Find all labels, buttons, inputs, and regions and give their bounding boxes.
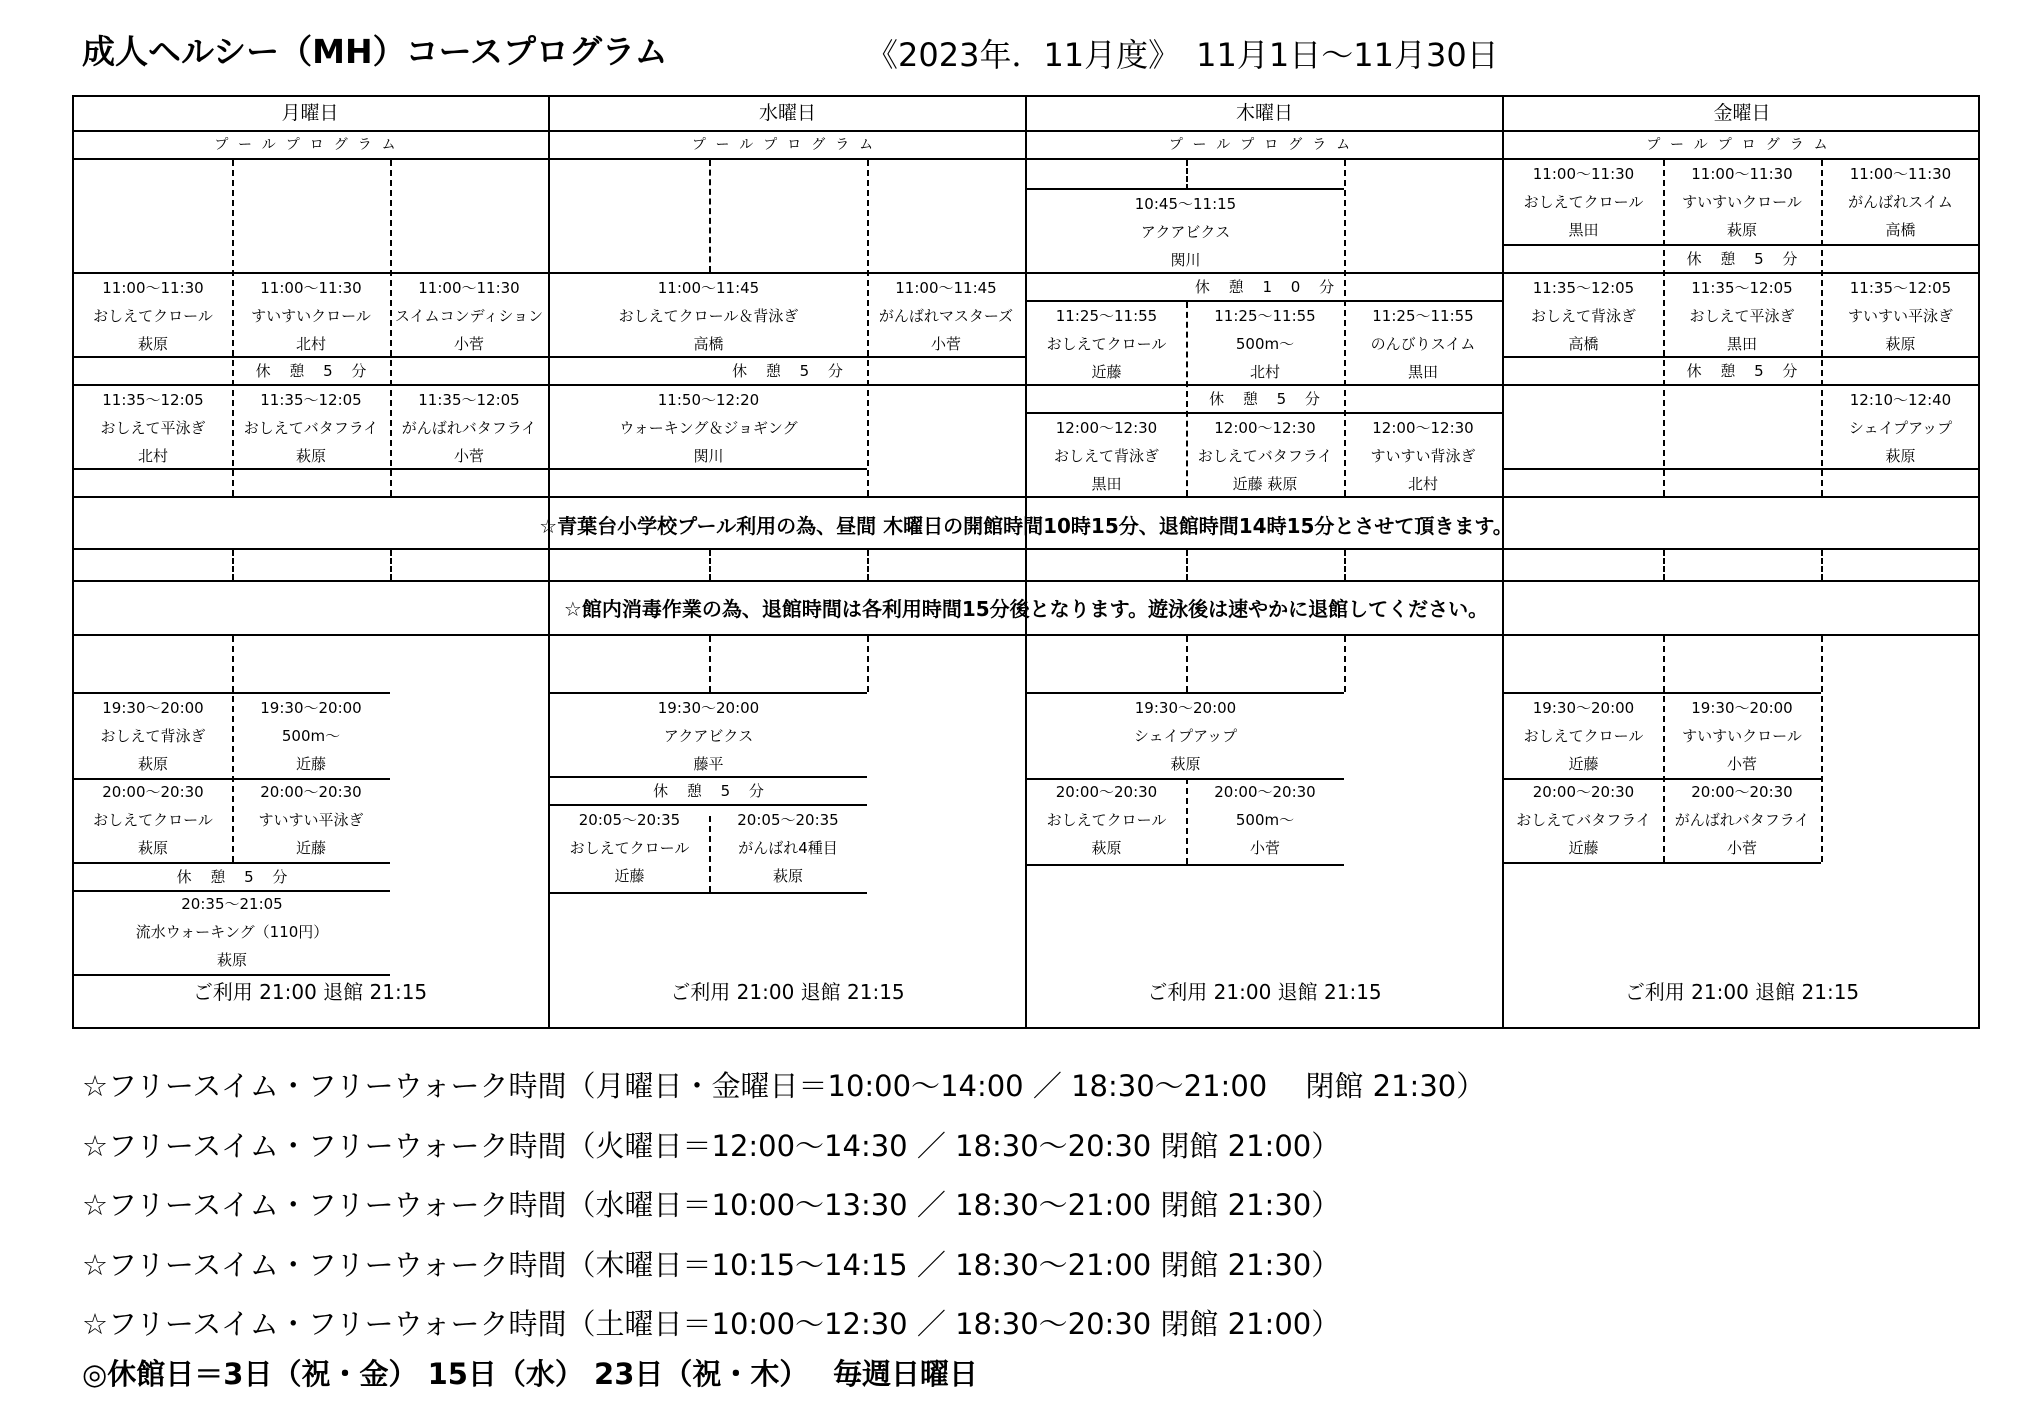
pool-program-header: プールプログラム [214,137,406,153]
day-header-thursday: 木曜日 [1235,102,1293,124]
lesson-time: 11:00～11:30 [418,279,520,297]
lesson-time: 19:30～20:00 [260,699,362,717]
lesson-name: シェイプアップ [1133,727,1238,745]
lesson-time: 19:30～20:00 [657,699,760,717]
subcolumn-divider [390,550,392,580]
lesson-coach: 高橋 [693,335,724,353]
lesson-time: 11:00～11:30 [1849,165,1952,183]
lesson-coach: 近藤 [1568,839,1599,857]
lesson-cell [867,274,1025,358]
holidays-line: ◎休館日＝3日（祝・金） 15日（水） 23日（祝・木） 毎週日曜日 [82,1357,978,1391]
lesson-coach: 北村 [137,447,168,465]
lesson-cell [232,386,390,470]
lesson-cell [1186,302,1344,386]
lesson-cell [1821,274,1980,358]
free-swim-line: ☆フリースイム・フリーウォーク時間（水曜日＝10:00～13:30 ／ 18:30～21:00 閉館 21:30） [82,1188,1341,1222]
subcolumn-divider [232,550,234,580]
lesson-cell [232,694,390,778]
lesson-coach: 黒田 [1091,475,1122,493]
lesson-name: シェイプアップ [1848,419,1953,437]
lesson-cell [232,778,390,862]
lesson-name: スイムコンディション [394,307,544,325]
lesson-cell [1027,778,1186,862]
lesson-time: 20:00～20:30 [1055,783,1158,801]
lesson-cell [550,806,709,890]
lesson-coach: 萩原 [1885,335,1916,353]
lesson-coach: 北村 [1407,475,1438,493]
lesson-name: すいすい平泳ぎ [258,811,364,829]
lesson-cell [74,386,232,470]
subcolumn-divider [867,636,869,692]
subcolumn-divider [1344,636,1346,692]
lesson-time: 11:00～11:45 [657,279,760,297]
lesson-name: ウォーキング＆ジョギング [619,419,798,437]
lesson-coach: 萩原 [1885,447,1916,465]
lesson-coach: 萩原 [772,867,803,885]
lesson-cell [1186,778,1344,862]
lesson-cell [1344,302,1502,386]
lesson-coach: 近藤 [1568,755,1599,773]
closing-time: ご利用 21:00 退館 21:15 [1147,980,1382,1004]
subcolumn-divider [709,636,711,692]
break-label: 休 憩 5 分 [255,362,367,380]
lesson-time: 11:25～11:55 [1372,307,1474,325]
lesson-cell [1504,778,1663,862]
lesson-name: がんばれスイム [1848,193,1953,211]
lesson-time: 12:00～12:30 [1372,419,1474,437]
lesson-name: おしえて平泳ぎ [1689,307,1795,325]
free-swim-line: ☆フリースイム・フリーウォーク時間（木曜日＝10:15～14:15 ／ 18:30～21:00 閉館 21:30） [82,1248,1341,1282]
lesson-cell [74,778,232,862]
notice-divider [72,496,1980,498]
lesson-name: 500m～ [1235,335,1295,353]
subcolumn-divider [709,550,711,580]
break-label: 休 憩 5 分 [176,868,288,886]
lesson-name: がんばれバタフライ [401,419,537,437]
lesson-time: 11:35～12:05 [1849,279,1952,297]
lesson-coach: 黒田 [1726,335,1757,353]
lesson-name: おしえてクロール [93,811,213,829]
lesson-coach: 萩原 [295,447,326,465]
lesson-name: おしえてクロール＆背泳ぎ [618,307,799,325]
lesson-time: 11:50～12:20 [657,391,760,409]
lesson-time: 11:00～11:30 [1532,165,1635,183]
lesson-cell [1821,160,1980,244]
lesson-cell [1344,414,1502,498]
break-label: 休 憩 5 分 [732,362,843,380]
lesson-coach: 近藤 萩原 [1232,475,1298,493]
lesson-cell [1027,414,1186,498]
lesson-time: 12:00～12:30 [1055,419,1158,437]
lesson-coach: 小菅 [453,335,484,353]
lesson-cell [1663,778,1821,862]
lesson-time: 12:00～12:30 [1214,419,1316,437]
lesson-name: おしえて背泳ぎ [1053,447,1159,465]
lesson-coach: 近藤 [295,755,326,773]
lesson-name: おしえてバタフライ [1197,447,1333,465]
lesson-name: おしえてクロール [1046,811,1167,829]
lesson-coach: 萩原 [137,335,168,353]
lesson-cell [550,694,867,778]
lesson-coach: 小菅 [1726,755,1757,773]
lesson-time: 11:25～11:55 [1055,307,1158,325]
break-label: 休 憩 5 分 [653,782,764,800]
lesson-time: 20:00～20:30 [102,783,204,801]
lesson-name: がんばれマスターズ [878,307,1014,325]
lesson-coach: 小菅 [1726,839,1757,857]
lesson-coach: 北村 [295,335,326,353]
row-divider [1504,862,1821,864]
lesson-name: おしえて平泳ぎ [100,419,206,437]
lesson-cell [1504,274,1663,358]
lesson-name: すいすいクロール [251,307,371,325]
lesson-cell [1821,386,1980,470]
lesson-coach: 萩原 [137,755,168,773]
notice-disinfection: ☆館内消毒作業の為、退館時間は各利用時間15分後となります。遊泳後は速やかに退館してください。 [563,597,1489,621]
subcolumn-divider [1821,636,1823,862]
lesson-time: 11:35～12:05 [1691,279,1793,297]
lesson-time: 11:35～12:05 [102,391,204,409]
break-label: 休 憩 5 分 [1209,390,1320,408]
subcolumn-divider [1344,550,1346,580]
closing-time: ご利用 21:00 退館 21:15 [192,980,428,1004]
lesson-cell [232,274,390,358]
notice-divider [72,548,1980,550]
subcolumn-divider [1663,550,1665,580]
notice-thursday-hours: ☆青葉台小学校プール利用の為、昼間 木曜日の開館時間10時15分、退館時間14時15分とさせて頂きます。 [539,514,1513,538]
day-header-monday: 月曜日 [281,102,339,124]
lesson-cell [390,274,548,358]
pool-program-header: プールプログラム [691,137,884,153]
lesson-cell [1504,694,1663,778]
lesson-name: おしえてバタフライ [243,419,379,437]
lesson-name: すいすいクロール [1682,727,1802,745]
lesson-coach: 高橋 [1568,335,1599,353]
lesson-time: 11:35～12:05 [418,391,520,409]
lesson-time: 11:00～11:30 [260,279,362,297]
lesson-time: 20:00～20:30 [1532,783,1635,801]
lesson-name: おしえて背泳ぎ [1530,307,1636,325]
lesson-coach: 関川 [693,447,724,465]
lesson-time: 11:00～11:30 [102,279,204,297]
lesson-coach: 近藤 [295,839,326,857]
lesson-time: 11:35～12:05 [1532,279,1635,297]
subcolumn-divider [1186,160,1188,190]
lesson-cell [74,274,232,358]
lesson-name: 500m～ [1235,811,1295,829]
lesson-cell [1027,302,1186,386]
lesson-time: 20:05～20:35 [737,811,839,829]
lesson-coach: 近藤 [1091,363,1122,381]
lesson-name: がんばれバタフライ [1674,811,1810,829]
subcolumn-divider [867,550,869,580]
lesson-cell [1504,160,1663,244]
subcolumn-divider [1821,550,1823,580]
lesson-coach: 関川 [1170,251,1201,269]
lesson-cell [550,386,867,470]
lesson-cell [709,806,867,890]
lesson-coach: 小菅 [453,447,484,465]
lesson-time: 11:25～11:55 [1214,307,1316,325]
free-swim-line: ☆フリースイム・フリーウォーク時間（土曜日＝10:00～12:30 ／ 18:30～20:30 閉館 21:00） [82,1307,1341,1341]
lesson-coach: 萩原 [1091,839,1122,857]
lesson-time: 20:00～20:30 [1691,783,1793,801]
lesson-name: がんばれ4種目 [738,839,838,857]
page-title: 成人ヘルシー（MH）コースプログラム [82,32,668,71]
lesson-cell [1027,694,1344,778]
lesson-coach: 萩原 [216,951,247,969]
lesson-name: おしえてクロール [1046,335,1167,353]
lesson-cell [1663,160,1821,244]
row-divider [550,892,867,894]
closing-time: ご利用 21:00 退館 21:15 [1624,980,1860,1004]
notice-divider [72,580,1980,582]
break-label: 休 憩 5 分 [1686,362,1798,380]
lesson-coach: 黒田 [1407,363,1438,381]
lesson-name: おしえてクロール [1523,727,1644,745]
notice-divider [72,634,1980,636]
lesson-name: おしえてクロール [569,839,690,857]
lesson-time: 20:00～20:30 [1214,783,1316,801]
lesson-time: 11:35～12:05 [260,391,362,409]
day-header-friday: 金曜日 [1713,102,1771,124]
lesson-name: アクアビクス [663,727,754,745]
lesson-coach: 小菅 [1249,839,1280,857]
lesson-time: 20:05～20:35 [578,811,681,829]
subcolumn-divider [1186,636,1188,692]
lesson-name: おしえてバタフライ [1516,811,1651,829]
lesson-name: すいすい背泳ぎ [1370,447,1476,465]
pool-program-header: プールプログラム [1646,137,1838,153]
lesson-time: 10:45～11:15 [1134,195,1237,213]
pool-program-header: プールプログラム [1168,137,1361,153]
lesson-cell [1663,694,1821,778]
lesson-time: 12:10～12:40 [1849,391,1952,409]
lesson-coach: 藤平 [693,755,724,773]
row-divider [1027,864,1344,866]
free-swim-line: ☆フリースイム・フリーウォーク時間（月曜日・金曜日＝10:00～14:00 ／ 18:30～21:00 閉館 21:30） [82,1069,1486,1103]
lesson-time: 11:00～11:45 [895,279,997,297]
lesson-time: 19:30～20:00 [1691,699,1793,717]
subcolumn-divider [709,160,711,272]
lesson-coach: 萩原 [1726,221,1757,239]
day-header-wednesday: 水曜日 [758,102,816,124]
break-label: 休 憩 1 0 分 [1194,278,1335,296]
lesson-coach: 小菅 [930,335,961,353]
lesson-coach: 黒田 [1568,221,1599,239]
lesson-cell [1663,274,1821,358]
lesson-cell [390,386,548,470]
lesson-coach: 北村 [1249,363,1280,381]
lesson-time: 19:30～20:00 [1134,699,1237,717]
lesson-name: 500m～ [281,727,341,745]
break-label: 休 憩 5 分 [1686,250,1798,268]
schedule-period: 《2023年．11月度》 11月1日～11月30日 [866,36,1499,74]
lesson-coach: 萩原 [137,839,168,857]
lesson-time: 20:00～20:30 [260,783,362,801]
lesson-coach: 萩原 [1170,755,1201,773]
lesson-time: 20:35～21:05 [181,895,283,913]
lesson-time: 19:30～20:00 [102,699,204,717]
closing-time: ご利用 21:00 退館 21:15 [670,980,905,1004]
lesson-cell [1186,414,1344,498]
lesson-cell [74,694,232,778]
lesson-cell [74,890,390,974]
lesson-time: 19:30～20:00 [1532,699,1635,717]
lesson-name: 流水ウォーキング（110円） [135,923,329,941]
lesson-name: すいすいクロール [1682,193,1802,211]
subcolumn-divider [1186,550,1188,580]
lesson-name: のんびりスイム [1370,335,1476,353]
lesson-cell [1027,190,1344,274]
lesson-name: アクアビクス [1140,223,1231,241]
lesson-name: おしえてクロール [93,307,213,325]
lesson-name: すいすい平泳ぎ [1847,307,1953,325]
lesson-name: おしえてクロール [1523,193,1644,211]
lesson-cell [550,274,867,358]
lesson-coach: 高橋 [1885,221,1916,239]
lesson-name: おしえて背泳ぎ [100,727,206,745]
lesson-time: 11:00～11:30 [1691,165,1793,183]
free-swim-line: ☆フリースイム・フリーウォーク時間（火曜日＝12:00～14:30 ／ 18:30～20:30 閉館 21:00） [82,1129,1341,1163]
lesson-coach: 近藤 [614,867,645,885]
